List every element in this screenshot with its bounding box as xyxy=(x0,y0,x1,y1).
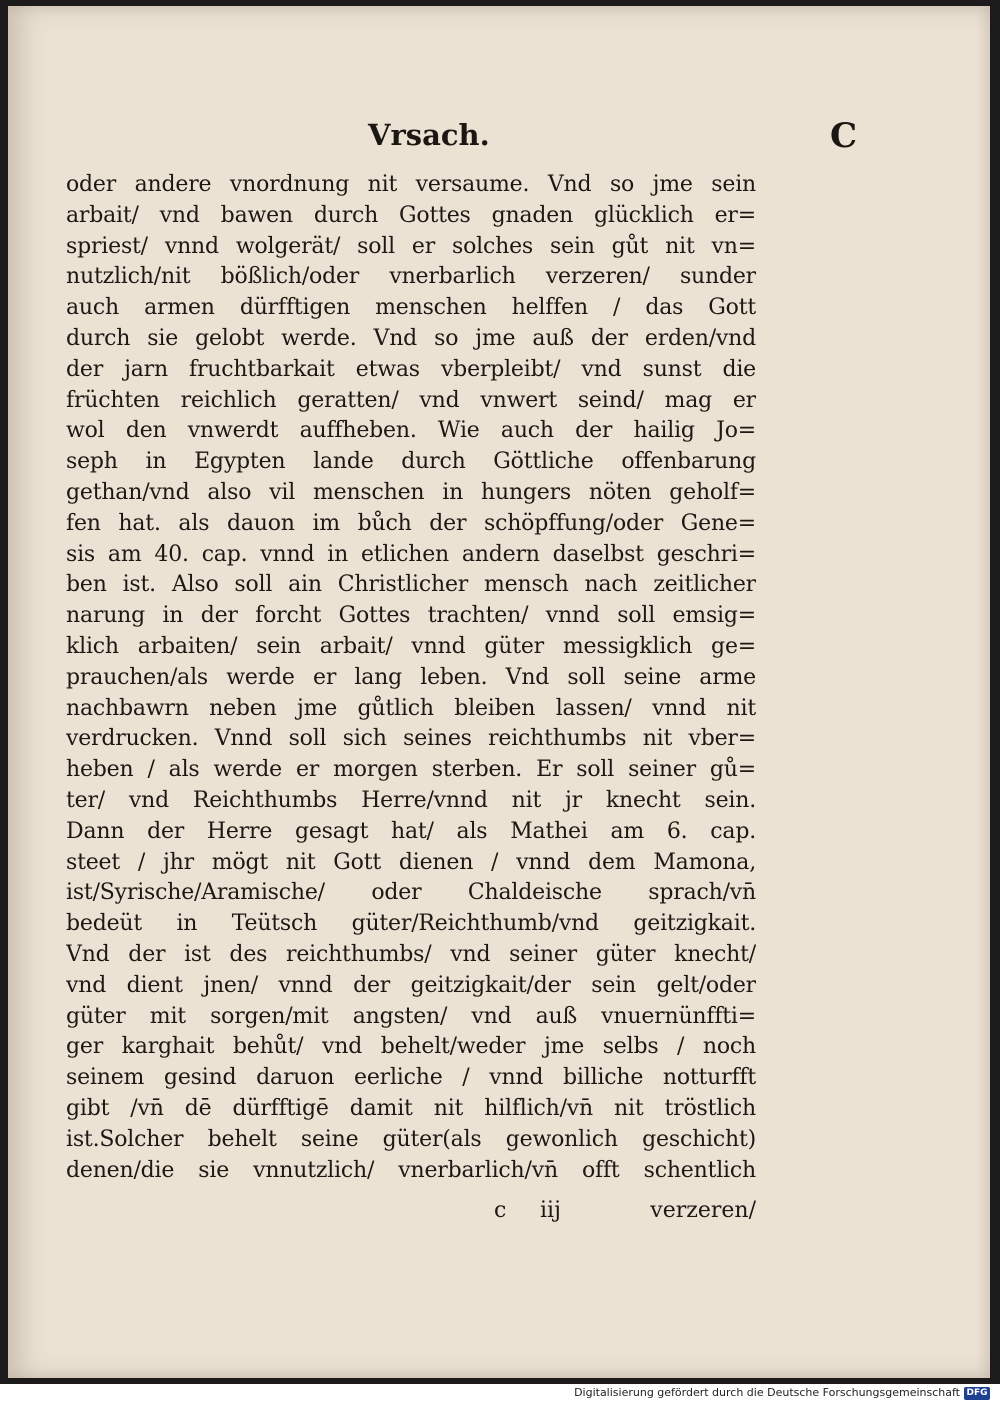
text-line: ben ist. Also soll ain Christlicher mensch nach zeitlicher xyxy=(66,572,756,598)
text-line: spriest/ vnnd wolgerät/ soll er solches sein gůt nit vn= xyxy=(66,233,756,259)
text-line: ist/Syrische/Aramische/ oder Chaldeische sprach/vn̄ xyxy=(66,880,756,906)
text-line: gethan/vnd also vil menschen in hungers nöten geholf= xyxy=(66,479,756,505)
text-line: sis am 40. cap. vnnd in etlichen andern daselbst geschri= xyxy=(66,541,756,567)
footer xyxy=(0,1384,1000,1404)
text-line: klich arbaiten/ sein arbait/ vnnd güter messigklich ge= xyxy=(66,633,756,659)
text-line: durch sie gelobt werde. Vnd so jme auß der erden/vnd xyxy=(66,325,756,351)
text-line: heben / als werde er morgen sterben. Er soll seiner gů= xyxy=(66,757,756,783)
dfg-logo: DFG xyxy=(964,1387,990,1400)
text-line: gibt /vn̄ dē dürfftigē damit nit hilflich/vn̄ nit tröstlich xyxy=(66,1095,756,1121)
text-line: auch armen dürfftigen menschen helffen / das Gott xyxy=(66,295,756,321)
body-text xyxy=(66,170,756,1186)
text-line: der jarn fruchtbarkait etwas vberpleibt/ vnd sunst die xyxy=(66,356,756,382)
book-page xyxy=(8,6,990,1378)
catchword: verzeren/ xyxy=(650,1198,756,1223)
text-line: ist.Solcher behelt seine güter(als gewonlich geschicht) xyxy=(66,1126,756,1152)
text-line: nutzlich/nit bößlich/oder vnerbarlich verzeren/ sunder xyxy=(66,264,756,290)
signature-number: iij xyxy=(540,1198,561,1223)
text-line: güter mit sorgen/mit angsten/ vnd auß vnuernünffti= xyxy=(66,1003,756,1029)
text-line: Vnd der ist des reichthumbs/ vnd seiner güter knecht/ xyxy=(66,941,756,967)
signature-letter: C xyxy=(830,116,858,156)
funding-notice: Digitalisierung gefördert durch die Deutsche Forschungsgemeinschaft xyxy=(574,1386,960,1399)
text-line: früchten reichlich geratten/ vnd vnwert seind/ mag er xyxy=(66,387,756,413)
text-line: arbait/ vnd bawen durch Gottes gnaden glücklich er= xyxy=(66,202,756,228)
text-line: seinem gesind daruon eerliche / vnnd billiche notturfft xyxy=(66,1065,756,1091)
text-line: ger karghait behůt/ vnd behelt/weder jme selbs / noch xyxy=(66,1034,756,1060)
signature-mark: c xyxy=(494,1198,507,1223)
text-line: nachbawrn neben jme gůtlich bleiben lassen/ vnnd nit xyxy=(66,695,756,721)
text-line: Dann der Herre gesagt hat/ als Mathei am 6. cap. xyxy=(66,818,756,844)
text-line: narung in der forcht Gottes trachten/ vnnd soll emsig= xyxy=(66,603,756,629)
text-line: verdrucken. Vnnd soll sich seines reichthumbs nit vber= xyxy=(66,726,756,752)
running-head: Vrsach. xyxy=(368,118,490,152)
text-line: wol den vnwerdt auffheben. Wie auch der hailig Jo= xyxy=(66,418,756,444)
text-line: oder andere vnordnung nit versaume. Vnd so jme sein xyxy=(66,172,756,197)
text-line: ter/ vnd Reichthumbs Herre/vnnd nit jr knecht sein. xyxy=(66,787,756,813)
text-line: steet / jhr mögt nit Gott dienen / vnnd dem Mamona, xyxy=(66,849,756,875)
text-line: fen hat. als dauon im bůch der schöpffung/oder Gene= xyxy=(66,510,756,536)
text-line: vnd dient jnen/ vnnd der geitzigkait/der sein gelt/oder xyxy=(66,972,756,998)
text-line: prauchen/als werde er lang leben. Vnd soll seine arme xyxy=(66,664,756,690)
text-line: bedeüt in Teütsch güter/Reichthumb/vnd geitzigkait. xyxy=(66,911,756,937)
text-line: seph in Egypten lande durch Göttliche offenbarung xyxy=(66,449,756,475)
text-line: denen/die sie vnnutzlich/ vnerbarlich/vn̄ offt schentlich xyxy=(66,1157,756,1183)
